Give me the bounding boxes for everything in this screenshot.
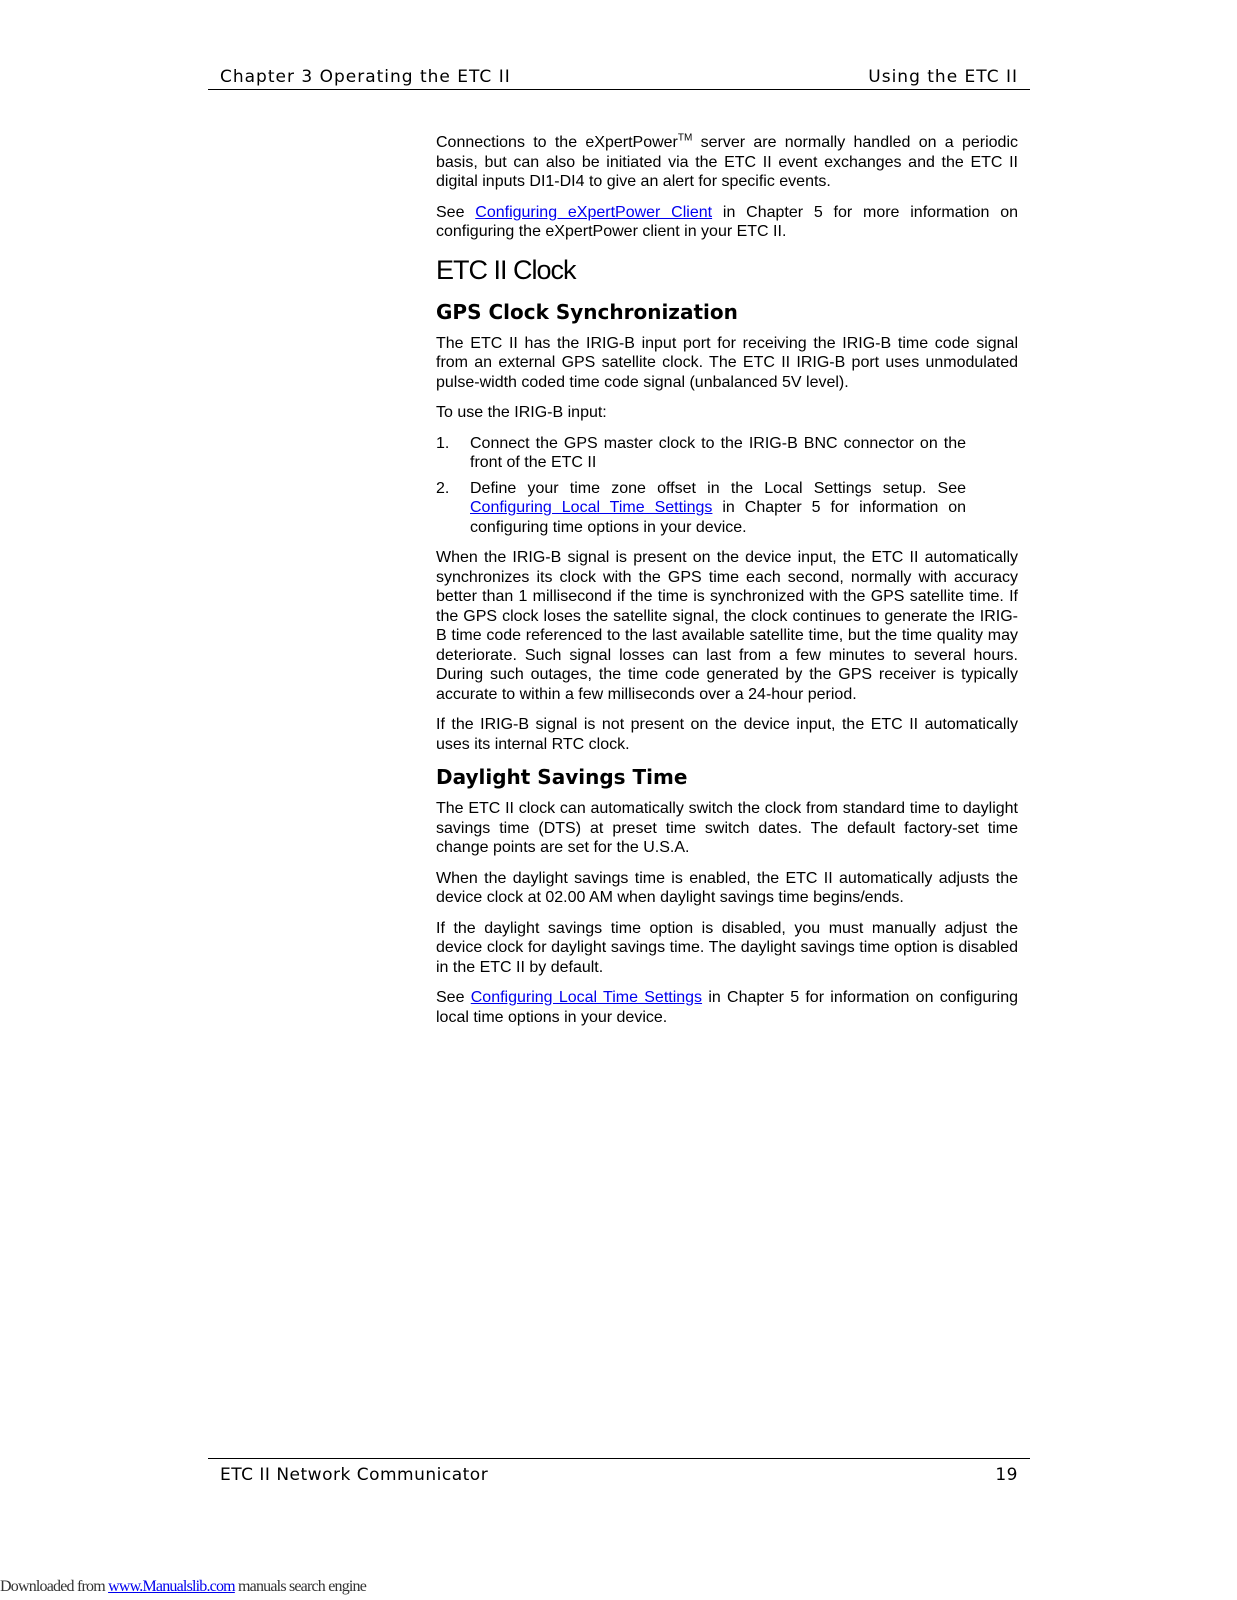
footer-product-name: ETC II Network Communicator	[220, 1465, 489, 1485]
paragraph-dst-disabled: If the daylight savings time option is disabled, you must manually adjust the device clock for daylight savings time. The daylight savings time option is disabled in the ETC II by default.	[436, 919, 1018, 976]
subheading-daylight-savings: Daylight Savings Time	[436, 765, 688, 789]
list-item	[436, 434, 966, 473]
step-number: 2.	[436, 479, 450, 497]
list-item	[436, 479, 966, 538]
download-notice	[0, 1578, 366, 1596]
link-configuring-expertpower-client[interactable]: Configuring eXpertPower Client	[475, 203, 713, 221]
manualslib-link[interactable]: www.Manualslib.com	[108, 1578, 235, 1595]
text-run: server are normally handled on a periodic basis, but can also be initiated via the ETC II event exchanges and the ETC II digital inputs DI1-DI4 to give an alert for specific events.	[436, 134, 1019, 190]
text-run: in Chapter 5 for more information on configuring the eXpertPower client in your ETC II.	[436, 203, 1018, 240]
paragraph-irig-b-absent: If the IRIG-B signal is not present on the device input, the ETC II automatically uses its internal RTC clock.	[436, 716, 1018, 753]
paragraph-expertpower-connections	[436, 133, 1018, 192]
text-run: Connections to the eXpertPower	[436, 134, 678, 151]
header-chapter-title: Chapter 3 Operating the ETC II	[220, 67, 511, 87]
step-text	[470, 479, 966, 538]
text-run: in Chapter 5 for information on configuring local time options in your device.	[436, 989, 1019, 1026]
irig-b-steps-list	[436, 434, 966, 538]
text-run: See	[436, 989, 471, 1006]
text-run: Downloaded from	[0, 1578, 109, 1595]
link-configuring-local-time-settings[interactable]: Configuring Local Time Settings	[470, 499, 713, 516]
paragraph-irig-b-port: The ETC II has the IRIG-B input port for receiving the IRIG-B time code signal from an external GPS satellite clock. The ETC II IRIG-B port uses unmodulated pulse-width coded time code signal (unbalanced 5V level).	[436, 334, 1018, 391]
text-run: Define your time zone offset in the Local Settings setup. See	[470, 479, 966, 497]
page-footer	[208, 1458, 1030, 1489]
text-run: in Chapter 5 for information on configuring time options in your device.	[470, 499, 967, 536]
step-text: Connect the GPS master clock to the IRIG-B BNC connector on the front of the ETC II	[470, 434, 966, 471]
paragraph-see-local-time	[436, 988, 1018, 1027]
trademark-superscript: TM	[677, 132, 693, 144]
text-run: manuals search engine	[234, 1578, 367, 1595]
paragraph-dst-switch: The ETC II clock can automatically switch the clock from standard time to daylight savings time (DTS) at preset time switch dates. The default factory-set time change points are set for the U.S.A.	[436, 800, 1018, 856]
page-number: 19	[995, 1465, 1018, 1485]
paragraph-to-use-irig-b: To use the IRIG-B input:	[436, 404, 607, 421]
paragraph-see-client	[436, 203, 1018, 242]
section-heading-etc-clock: ETC II Clock	[436, 254, 576, 285]
page-header	[208, 64, 1030, 90]
step-number: 1.	[436, 434, 450, 452]
header-section-title: Using the ETC II	[868, 67, 1018, 87]
text-run: See	[436, 203, 476, 221]
link-configuring-local-time-settings-2[interactable]: Configuring Local Time Settings	[470, 989, 703, 1006]
paragraph-irig-b-present: When the IRIG-B signal is present on the device input, the ETC II automatically synchronizes its clock with the GPS time each second, normally with accuracy better than 1 millisecond if the time is synchronized with the GPS satellite time. If the GPS clock loses the satellite signal, the clock continues to generate the IRIG-B time code referenced to the last available satellite time, but the time quality may deteriorate. Such signal losses can last from a few minutes to several hours. During such outages, the time code generated by the GPS receiver is typically accurate to within a few milliseconds over a 24-hour period.	[436, 549, 1018, 703]
paragraph-dst-enabled: When the daylight savings time is enabled, the ETC II automatically adjusts the device clock at 02.00 AM when daylight savings time begins/ends.	[436, 869, 1018, 906]
subheading-gps-sync: GPS Clock Synchronization	[436, 299, 738, 324]
page-content	[436, 133, 1018, 1038]
